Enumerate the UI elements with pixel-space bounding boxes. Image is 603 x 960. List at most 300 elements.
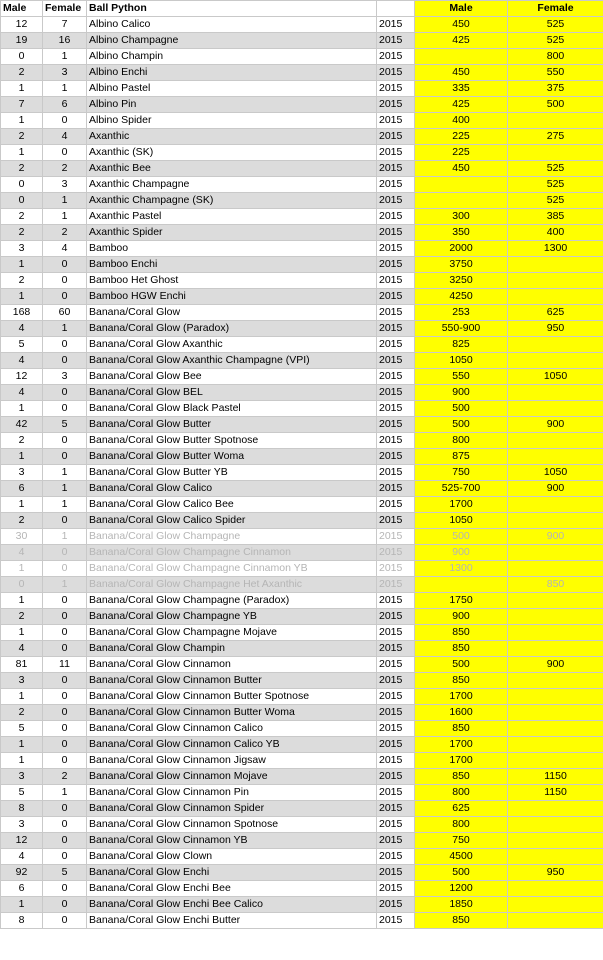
- male-count-cell[interactable]: 30: [1, 529, 43, 545]
- year-cell[interactable]: 2015: [377, 753, 415, 769]
- female-price-cell[interactable]: [508, 401, 603, 417]
- female-price-cell[interactable]: 1150: [508, 769, 603, 785]
- year-cell[interactable]: 2015: [377, 145, 415, 161]
- male-price-cell[interactable]: 1600: [415, 705, 508, 721]
- female-price-cell[interactable]: 550: [508, 65, 603, 81]
- female-price-cell[interactable]: [508, 705, 603, 721]
- male-price-cell[interactable]: 875: [415, 449, 508, 465]
- morph-name-cell[interactable]: Banana/Coral Glow Cinnamon: [87, 657, 377, 673]
- male-price-cell[interactable]: 1700: [415, 689, 508, 705]
- female-price-cell[interactable]: [508, 673, 603, 689]
- female-price-cell[interactable]: [508, 721, 603, 737]
- male-price-cell[interactable]: 1850: [415, 897, 508, 913]
- male-price-cell[interactable]: 1700: [415, 497, 508, 513]
- year-cell[interactable]: 2015: [377, 97, 415, 113]
- female-price-cell[interactable]: [508, 833, 603, 849]
- year-cell[interactable]: 2015: [377, 225, 415, 241]
- female-price-cell[interactable]: [508, 913, 603, 929]
- female-count-cell[interactable]: 1: [43, 785, 87, 801]
- female-count-cell[interactable]: 1: [43, 81, 87, 97]
- male-price-cell[interactable]: 500: [415, 401, 508, 417]
- female-price-cell[interactable]: [508, 337, 603, 353]
- male-count-cell[interactable]: 2: [1, 161, 43, 177]
- female-price-cell[interactable]: [508, 513, 603, 529]
- female-count-cell[interactable]: 0: [43, 337, 87, 353]
- male-price-cell[interactable]: 3250: [415, 273, 508, 289]
- female-price-cell[interactable]: 525: [508, 161, 603, 177]
- male-price-cell[interactable]: 450: [415, 65, 508, 81]
- male-count-cell[interactable]: 1: [1, 753, 43, 769]
- morph-name-cell[interactable]: Banana/Coral Glow: [87, 305, 377, 321]
- male-price-cell[interactable]: [415, 193, 508, 209]
- male-count-cell[interactable]: 0: [1, 193, 43, 209]
- year-cell[interactable]: 2015: [377, 369, 415, 385]
- female-count-cell[interactable]: 0: [43, 385, 87, 401]
- male-count-cell[interactable]: 1: [1, 561, 43, 577]
- male-price-cell[interactable]: 225: [415, 129, 508, 145]
- male-price-cell[interactable]: 800: [415, 433, 508, 449]
- year-cell[interactable]: 2015: [377, 689, 415, 705]
- year-cell[interactable]: 2015: [377, 865, 415, 881]
- year-cell[interactable]: 2015: [377, 641, 415, 657]
- male-count-cell[interactable]: 1: [1, 625, 43, 641]
- morph-name-cell[interactable]: Albino Spider: [87, 113, 377, 129]
- female-price-cell[interactable]: 950: [508, 321, 603, 337]
- header-female-price[interactable]: Female: [508, 1, 603, 17]
- female-count-cell[interactable]: 0: [43, 753, 87, 769]
- female-count-cell[interactable]: 0: [43, 401, 87, 417]
- female-count-cell[interactable]: 4: [43, 129, 87, 145]
- male-count-cell[interactable]: 1: [1, 145, 43, 161]
- male-price-cell[interactable]: 253: [415, 305, 508, 321]
- male-price-cell[interactable]: 900: [415, 385, 508, 401]
- year-cell[interactable]: 2015: [377, 513, 415, 529]
- morph-name-cell[interactable]: Axanthic: [87, 129, 377, 145]
- male-count-cell[interactable]: 168: [1, 305, 43, 321]
- female-price-cell[interactable]: [508, 609, 603, 625]
- male-price-cell[interactable]: 800: [415, 785, 508, 801]
- male-price-cell[interactable]: 850: [415, 641, 508, 657]
- female-price-cell[interactable]: 275: [508, 129, 603, 145]
- male-count-cell[interactable]: 1: [1, 737, 43, 753]
- morph-name-cell[interactable]: Banana/Coral Glow Enchi Bee Calico: [87, 897, 377, 913]
- morph-name-cell[interactable]: Banana/Coral Glow Cinnamon YB: [87, 833, 377, 849]
- year-cell[interactable]: 2015: [377, 433, 415, 449]
- header-female-count[interactable]: Female: [43, 1, 87, 17]
- female-price-cell[interactable]: [508, 545, 603, 561]
- year-cell[interactable]: 2015: [377, 177, 415, 193]
- year-cell[interactable]: 2015: [377, 305, 415, 321]
- male-count-cell[interactable]: 0: [1, 177, 43, 193]
- male-count-cell[interactable]: 3: [1, 465, 43, 481]
- morph-name-cell[interactable]: Banana/Coral Glow BEL: [87, 385, 377, 401]
- year-cell[interactable]: 2015: [377, 721, 415, 737]
- header-ball-python[interactable]: Ball Python: [87, 1, 377, 17]
- male-count-cell[interactable]: 1: [1, 897, 43, 913]
- male-price-cell[interactable]: 625: [415, 801, 508, 817]
- female-count-cell[interactable]: 1: [43, 49, 87, 65]
- female-count-cell[interactable]: 16: [43, 33, 87, 49]
- male-count-cell[interactable]: 12: [1, 833, 43, 849]
- male-price-cell[interactable]: 550: [415, 369, 508, 385]
- male-count-cell[interactable]: 6: [1, 881, 43, 897]
- morph-name-cell[interactable]: Banana/Coral Glow Axanthic: [87, 337, 377, 353]
- morph-name-cell[interactable]: Bamboo HGW Enchi: [87, 289, 377, 305]
- male-count-cell[interactable]: 2: [1, 609, 43, 625]
- female-price-cell[interactable]: [508, 353, 603, 369]
- morph-name-cell[interactable]: Banana/Coral Glow Cinnamon Butter Woma: [87, 705, 377, 721]
- female-count-cell[interactable]: 0: [43, 833, 87, 849]
- year-cell[interactable]: 2015: [377, 337, 415, 353]
- male-count-cell[interactable]: 1: [1, 401, 43, 417]
- morph-name-cell[interactable]: Banana/Coral Glow Axanthic Champagne (VPI): [87, 353, 377, 369]
- female-count-cell[interactable]: 60: [43, 305, 87, 321]
- male-count-cell[interactable]: 8: [1, 913, 43, 929]
- year-cell[interactable]: 2015: [377, 673, 415, 689]
- male-price-cell[interactable]: 2000: [415, 241, 508, 257]
- female-price-cell[interactable]: 900: [508, 529, 603, 545]
- female-count-cell[interactable]: 0: [43, 705, 87, 721]
- female-price-cell[interactable]: [508, 449, 603, 465]
- year-cell[interactable]: 2015: [377, 49, 415, 65]
- male-count-cell[interactable]: 2: [1, 433, 43, 449]
- female-price-cell[interactable]: [508, 625, 603, 641]
- male-count-cell[interactable]: 4: [1, 641, 43, 657]
- year-cell[interactable]: 2015: [377, 65, 415, 81]
- male-price-cell[interactable]: 500: [415, 417, 508, 433]
- female-price-cell[interactable]: 525: [508, 177, 603, 193]
- year-cell[interactable]: 2015: [377, 705, 415, 721]
- male-count-cell[interactable]: 5: [1, 337, 43, 353]
- male-count-cell[interactable]: 0: [1, 49, 43, 65]
- male-count-cell[interactable]: 4: [1, 385, 43, 401]
- female-price-cell[interactable]: 900: [508, 481, 603, 497]
- morph-name-cell[interactable]: Banana/Coral Glow Enchi Bee: [87, 881, 377, 897]
- year-cell[interactable]: 2015: [377, 833, 415, 849]
- year-cell[interactable]: 2015: [377, 113, 415, 129]
- male-count-cell[interactable]: 42: [1, 417, 43, 433]
- morph-name-cell[interactable]: Banana/Coral Glow Butter YB: [87, 465, 377, 481]
- morph-name-cell[interactable]: Banana/Coral Glow (Paradox): [87, 321, 377, 337]
- morph-name-cell[interactable]: Axanthic Spider: [87, 225, 377, 241]
- male-count-cell[interactable]: 1: [1, 497, 43, 513]
- female-count-cell[interactable]: 0: [43, 449, 87, 465]
- female-count-cell[interactable]: 1: [43, 529, 87, 545]
- female-count-cell[interactable]: 4: [43, 241, 87, 257]
- female-count-cell[interactable]: 0: [43, 625, 87, 641]
- morph-name-cell[interactable]: Banana/Coral Glow Cinnamon Spotnose: [87, 817, 377, 833]
- morph-name-cell[interactable]: Banana/Coral Glow Champagne YB: [87, 609, 377, 625]
- male-price-cell[interactable]: [415, 49, 508, 65]
- female-count-cell[interactable]: 1: [43, 321, 87, 337]
- male-count-cell[interactable]: 12: [1, 17, 43, 33]
- female-price-cell[interactable]: [508, 849, 603, 865]
- male-price-cell[interactable]: 900: [415, 609, 508, 625]
- male-price-cell[interactable]: 225: [415, 145, 508, 161]
- year-cell[interactable]: 2015: [377, 449, 415, 465]
- female-price-cell[interactable]: [508, 433, 603, 449]
- female-price-cell[interactable]: 900: [508, 417, 603, 433]
- morph-name-cell[interactable]: Axanthic Champagne (SK): [87, 193, 377, 209]
- year-cell[interactable]: 2015: [377, 497, 415, 513]
- female-price-cell[interactable]: [508, 689, 603, 705]
- male-count-cell[interactable]: 2: [1, 65, 43, 81]
- year-cell[interactable]: 2015: [377, 801, 415, 817]
- male-price-cell[interactable]: 750: [415, 833, 508, 849]
- female-count-cell[interactable]: 0: [43, 737, 87, 753]
- morph-name-cell[interactable]: Banana/Coral Glow Cinnamon Jigsaw: [87, 753, 377, 769]
- male-price-cell[interactable]: 850: [415, 673, 508, 689]
- female-count-cell[interactable]: 0: [43, 641, 87, 657]
- year-cell[interactable]: 2015: [377, 737, 415, 753]
- male-count-cell[interactable]: 2: [1, 273, 43, 289]
- year-cell[interactable]: 2015: [377, 785, 415, 801]
- year-cell[interactable]: 2015: [377, 33, 415, 49]
- female-count-cell[interactable]: 1: [43, 481, 87, 497]
- header-year[interactable]: [377, 1, 415, 17]
- morph-name-cell[interactable]: Banana/Coral Glow Enchi Butter: [87, 913, 377, 929]
- year-cell[interactable]: 2015: [377, 897, 415, 913]
- female-count-cell[interactable]: 0: [43, 817, 87, 833]
- morph-name-cell[interactable]: Banana/Coral Glow Cinnamon Butter: [87, 673, 377, 689]
- female-price-cell[interactable]: 385: [508, 209, 603, 225]
- male-count-cell[interactable]: 81: [1, 657, 43, 673]
- female-price-cell[interactable]: [508, 737, 603, 753]
- female-price-cell[interactable]: 900: [508, 657, 603, 673]
- year-cell[interactable]: 2015: [377, 289, 415, 305]
- morph-name-cell[interactable]: Albino Pin: [87, 97, 377, 113]
- female-count-cell[interactable]: 0: [43, 609, 87, 625]
- female-count-cell[interactable]: 1: [43, 577, 87, 593]
- male-price-cell[interactable]: 1750: [415, 593, 508, 609]
- male-price-cell[interactable]: 900: [415, 545, 508, 561]
- year-cell[interactable]: 2015: [377, 81, 415, 97]
- morph-name-cell[interactable]: Axanthic Pastel: [87, 209, 377, 225]
- male-count-cell[interactable]: 3: [1, 817, 43, 833]
- male-price-cell[interactable]: 300: [415, 209, 508, 225]
- female-price-cell[interactable]: 950: [508, 865, 603, 881]
- morph-name-cell[interactable]: Banana/Coral Glow Black Pastel: [87, 401, 377, 417]
- female-price-cell[interactable]: 525: [508, 193, 603, 209]
- female-price-cell[interactable]: [508, 257, 603, 273]
- year-cell[interactable]: 2015: [377, 273, 415, 289]
- morph-name-cell[interactable]: Banana/Coral Glow Champagne (Paradox): [87, 593, 377, 609]
- male-count-cell[interactable]: 4: [1, 353, 43, 369]
- female-count-cell[interactable]: 0: [43, 849, 87, 865]
- male-price-cell[interactable]: [415, 577, 508, 593]
- female-count-cell[interactable]: 0: [43, 513, 87, 529]
- male-price-cell[interactable]: 1700: [415, 737, 508, 753]
- male-count-cell[interactable]: 3: [1, 673, 43, 689]
- morph-name-cell[interactable]: Banana/Coral Glow Calico Bee: [87, 497, 377, 513]
- male-price-cell[interactable]: 850: [415, 721, 508, 737]
- female-price-cell[interactable]: [508, 561, 603, 577]
- morph-name-cell[interactable]: Banana/Coral Glow Champagne Cinnamon YB: [87, 561, 377, 577]
- male-price-cell[interactable]: 450: [415, 17, 508, 33]
- male-count-cell[interactable]: 4: [1, 849, 43, 865]
- male-count-cell[interactable]: 4: [1, 545, 43, 561]
- male-count-cell[interactable]: 5: [1, 785, 43, 801]
- female-count-cell[interactable]: 2: [43, 161, 87, 177]
- morph-name-cell[interactable]: Banana/Coral Glow Champin: [87, 641, 377, 657]
- morph-name-cell[interactable]: Bamboo: [87, 241, 377, 257]
- male-count-cell[interactable]: 1: [1, 257, 43, 273]
- year-cell[interactable]: 2015: [377, 545, 415, 561]
- female-count-cell[interactable]: 3: [43, 369, 87, 385]
- male-count-cell[interactable]: 19: [1, 33, 43, 49]
- male-count-cell[interactable]: 7: [1, 97, 43, 113]
- female-count-cell[interactable]: 1: [43, 497, 87, 513]
- male-count-cell[interactable]: 4: [1, 321, 43, 337]
- year-cell[interactable]: 2015: [377, 609, 415, 625]
- morph-name-cell[interactable]: Albino Champin: [87, 49, 377, 65]
- morph-name-cell[interactable]: Albino Pastel: [87, 81, 377, 97]
- female-price-cell[interactable]: 1050: [508, 465, 603, 481]
- female-count-cell[interactable]: 0: [43, 913, 87, 929]
- male-price-cell[interactable]: 1300: [415, 561, 508, 577]
- morph-name-cell[interactable]: Banana/Coral Glow Cinnamon Calico YB: [87, 737, 377, 753]
- year-cell[interactable]: 2015: [377, 193, 415, 209]
- morph-name-cell[interactable]: Banana/Coral Glow Butter Spotnose: [87, 433, 377, 449]
- year-cell[interactable]: 2015: [377, 817, 415, 833]
- female-price-cell[interactable]: [508, 801, 603, 817]
- male-price-cell[interactable]: 550-900: [415, 321, 508, 337]
- morph-name-cell[interactable]: Albino Champagne: [87, 33, 377, 49]
- male-price-cell[interactable]: 500: [415, 529, 508, 545]
- morph-name-cell[interactable]: Albino Calico: [87, 17, 377, 33]
- female-count-cell[interactable]: 0: [43, 881, 87, 897]
- female-count-cell[interactable]: 0: [43, 145, 87, 161]
- male-count-cell[interactable]: 0: [1, 577, 43, 593]
- female-count-cell[interactable]: 0: [43, 673, 87, 689]
- year-cell[interactable]: 2015: [377, 625, 415, 641]
- male-price-cell[interactable]: 1050: [415, 513, 508, 529]
- female-price-cell[interactable]: 375: [508, 81, 603, 97]
- male-price-cell[interactable]: 750: [415, 465, 508, 481]
- female-price-cell[interactable]: [508, 145, 603, 161]
- male-price-cell[interactable]: 1200: [415, 881, 508, 897]
- female-count-cell[interactable]: 2: [43, 769, 87, 785]
- female-count-cell[interactable]: 0: [43, 433, 87, 449]
- morph-name-cell[interactable]: Albino Enchi: [87, 65, 377, 81]
- male-price-cell[interactable]: 425: [415, 33, 508, 49]
- male-price-cell[interactable]: 4250: [415, 289, 508, 305]
- female-count-cell[interactable]: 0: [43, 561, 87, 577]
- female-count-cell[interactable]: 5: [43, 865, 87, 881]
- male-count-cell[interactable]: 2: [1, 129, 43, 145]
- female-count-cell[interactable]: 0: [43, 545, 87, 561]
- male-price-cell[interactable]: 350: [415, 225, 508, 241]
- female-price-cell[interactable]: 525: [508, 33, 603, 49]
- male-count-cell[interactable]: 6: [1, 481, 43, 497]
- male-count-cell[interactable]: 8: [1, 801, 43, 817]
- year-cell[interactable]: 2015: [377, 529, 415, 545]
- female-price-cell[interactable]: [508, 817, 603, 833]
- male-price-cell[interactable]: 335: [415, 81, 508, 97]
- female-price-cell[interactable]: 1300: [508, 241, 603, 257]
- morph-name-cell[interactable]: Banana/Coral Glow Cinnamon Pin: [87, 785, 377, 801]
- male-price-cell[interactable]: 1700: [415, 753, 508, 769]
- year-cell[interactable]: 2015: [377, 401, 415, 417]
- female-price-cell[interactable]: [508, 273, 603, 289]
- female-count-cell[interactable]: 1: [43, 465, 87, 481]
- year-cell[interactable]: 2015: [377, 881, 415, 897]
- year-cell[interactable]: 2015: [377, 385, 415, 401]
- female-price-cell[interactable]: [508, 641, 603, 657]
- female-count-cell[interactable]: 7: [43, 17, 87, 33]
- male-price-cell[interactable]: 4500: [415, 849, 508, 865]
- male-count-cell[interactable]: 1: [1, 289, 43, 305]
- year-cell[interactable]: 2015: [377, 577, 415, 593]
- year-cell[interactable]: 2015: [377, 657, 415, 673]
- female-count-cell[interactable]: 0: [43, 897, 87, 913]
- morph-name-cell[interactable]: Banana/Coral Glow Cinnamon Calico: [87, 721, 377, 737]
- morph-name-cell[interactable]: Bamboo Het Ghost: [87, 273, 377, 289]
- female-price-cell[interactable]: [508, 593, 603, 609]
- male-count-cell[interactable]: 2: [1, 225, 43, 241]
- female-count-cell[interactable]: 0: [43, 273, 87, 289]
- female-price-cell[interactable]: 800: [508, 49, 603, 65]
- female-price-cell[interactable]: 400: [508, 225, 603, 241]
- year-cell[interactable]: 2015: [377, 353, 415, 369]
- male-price-cell[interactable]: 850: [415, 625, 508, 641]
- female-count-cell[interactable]: 0: [43, 289, 87, 305]
- year-cell[interactable]: 2015: [377, 417, 415, 433]
- morph-name-cell[interactable]: Banana/Coral Glow Cinnamon Spider: [87, 801, 377, 817]
- year-cell[interactable]: 2015: [377, 481, 415, 497]
- morph-name-cell[interactable]: Banana/Coral Glow Calico: [87, 481, 377, 497]
- female-count-cell[interactable]: 3: [43, 65, 87, 81]
- morph-name-cell[interactable]: Banana/Coral Glow Champagne Het Axanthic: [87, 577, 377, 593]
- female-count-cell[interactable]: 0: [43, 257, 87, 273]
- year-cell[interactable]: 2015: [377, 241, 415, 257]
- morph-name-cell[interactable]: Axanthic Bee: [87, 161, 377, 177]
- year-cell[interactable]: 2015: [377, 321, 415, 337]
- male-price-cell[interactable]: [415, 177, 508, 193]
- female-count-cell[interactable]: 5: [43, 417, 87, 433]
- female-price-cell[interactable]: [508, 289, 603, 305]
- year-cell[interactable]: 2015: [377, 209, 415, 225]
- male-count-cell[interactable]: 3: [1, 769, 43, 785]
- morph-name-cell[interactable]: Banana/Coral Glow Calico Spider: [87, 513, 377, 529]
- female-price-cell[interactable]: [508, 385, 603, 401]
- female-count-cell[interactable]: 2: [43, 225, 87, 241]
- female-count-cell[interactable]: 0: [43, 353, 87, 369]
- male-price-cell[interactable]: 450: [415, 161, 508, 177]
- year-cell[interactable]: 2015: [377, 465, 415, 481]
- morph-name-cell[interactable]: Axanthic Champagne: [87, 177, 377, 193]
- male-count-cell[interactable]: 3: [1, 241, 43, 257]
- male-count-cell[interactable]: 1: [1, 449, 43, 465]
- female-count-cell[interactable]: 3: [43, 177, 87, 193]
- female-price-cell[interactable]: 500: [508, 97, 603, 113]
- female-price-cell[interactable]: 625: [508, 305, 603, 321]
- male-price-cell[interactable]: 850: [415, 913, 508, 929]
- male-count-cell[interactable]: 5: [1, 721, 43, 737]
- morph-name-cell[interactable]: Banana/Coral Glow Champagne Cinnamon: [87, 545, 377, 561]
- morph-name-cell[interactable]: Banana/Coral Glow Bee: [87, 369, 377, 385]
- male-price-cell[interactable]: 1050: [415, 353, 508, 369]
- male-price-cell[interactable]: 800: [415, 817, 508, 833]
- male-price-cell[interactable]: 3750: [415, 257, 508, 273]
- female-price-cell[interactable]: [508, 113, 603, 129]
- male-price-cell[interactable]: 825: [415, 337, 508, 353]
- year-cell[interactable]: 2015: [377, 593, 415, 609]
- male-price-cell[interactable]: 500: [415, 865, 508, 881]
- female-count-cell[interactable]: 0: [43, 721, 87, 737]
- female-price-cell[interactable]: [508, 753, 603, 769]
- female-price-cell[interactable]: 1150: [508, 785, 603, 801]
